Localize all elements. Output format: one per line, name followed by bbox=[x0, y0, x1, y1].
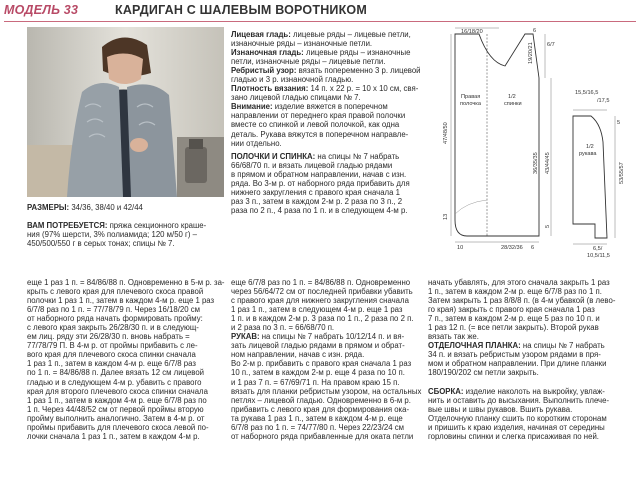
dim-bottom-left: 10 bbox=[457, 245, 464, 251]
sleeve-pattern-outline bbox=[573, 116, 607, 238]
col3-line bbox=[428, 378, 615, 387]
dim-sleeve-bottom-1: 6,5/ bbox=[593, 246, 603, 252]
col1-line: от наборного ряда начать формировать пройму: bbox=[27, 314, 203, 324]
dim-bottom-left-v: 13 bbox=[443, 213, 449, 220]
col3-line: 180/190/202 см петли закрыть. bbox=[428, 368, 539, 378]
col2-line: РУКАВ: на спицы № 7 набрать 10/12/14 п. и вя- bbox=[231, 332, 405, 342]
col2-line: с правого края для нижнего закругления сначала bbox=[231, 296, 409, 306]
col1-line: гладью и в следующем 4-м р. убавить с правого bbox=[27, 377, 202, 387]
col1-line: 77/78/79 П. В 4-м р. от проймы прибавить с ле- bbox=[27, 341, 198, 351]
dim-top-right: 6 bbox=[533, 28, 537, 34]
label-sleeve-2: рукава bbox=[579, 151, 597, 157]
col1-line: края для второго плечевого скоса спинки сначала bbox=[27, 386, 208, 396]
col2-line: 10 п., затем в каждом 2-м р. еще 4 раза по 10 п. bbox=[231, 368, 405, 378]
col1-line: с левого края закрыть 26/28/30 п. и в следующ- bbox=[27, 323, 199, 333]
col2-line: Во 2-м р. прибавить с правого края сначала 1 раз bbox=[231, 359, 412, 369]
dim-sleeve-side-top: 5 bbox=[617, 120, 621, 126]
col1-line: крыть с левого края для плечевого скоса правой bbox=[27, 287, 204, 297]
col3-line: горловины спинки и слегка присаживая по ней. bbox=[428, 431, 599, 441]
dim-right-lower: 36/35/35 bbox=[533, 152, 539, 174]
model-title: КАРДИГАН С ШАЛЕВЫМ ВОРОТНИКОМ bbox=[115, 3, 367, 17]
col2-line: вязать для планки ребристым узором, на остальных bbox=[231, 386, 422, 396]
model-photo bbox=[27, 27, 224, 197]
instructions-column-3 bbox=[428, 278, 615, 441]
col3-line: начать убавлять, для этого сначала закрыть 1 раз bbox=[428, 278, 610, 287]
polochki.lines-line: ряда. Во 3-м р. от наборного ряда прибавить для bbox=[231, 179, 410, 189]
dim-left-height: 47/48/50 bbox=[443, 122, 449, 144]
col3-line: и пришить к краю изделия, начиная от середины bbox=[428, 422, 605, 432]
sizes-line: РАЗМЕРЫ: 34/36, 38/40 и 42/44 bbox=[27, 203, 143, 212]
fronts-and-back-intro bbox=[231, 152, 410, 215]
col2-line: 1 раз 1 п., затем в следующем 4-м р. еще 1 раз bbox=[231, 305, 403, 315]
col3-line: СБОРКА: изделие наколоть на выкройку, увлаж- bbox=[428, 386, 605, 396]
instructions-column-2 bbox=[231, 278, 421, 441]
col3-line: Отделочную планку сшить по коротким сторонам bbox=[428, 413, 607, 423]
stitches.lines-line: Плотность вязания: 14 п. х 22 р. = 10 х 10 см, свя- bbox=[231, 84, 419, 94]
col1-line: пройму выполнить аналогично. Затем в 4-м р. от bbox=[27, 413, 205, 423]
instructions-column-1 bbox=[27, 278, 225, 441]
stitches.lines-line: зано лицевой гладью спицами № 7. bbox=[231, 93, 361, 103]
dim-sleeve-top-2: /17,5 bbox=[597, 98, 610, 104]
stitches.lines-line: Ребристый узор: вязать попеременно 3 р. лицевой bbox=[231, 66, 421, 76]
col2-line: петлях – лицевой гладью. Одновременно в 6-м р. bbox=[231, 395, 411, 405]
stitches.lines-line: направлении от переднего края правой полочки bbox=[231, 111, 406, 121]
col2-line: от наборного ряда прибавленные для оката петли bbox=[231, 431, 414, 441]
materials-block: ВАМ ПОТРЕБУЕТСЯ: пряжа секционного краше- ния (97% шерсти, 3% полиамида; 120 м/50 г) – 450/500/550 г в серых тонах; спицы № 7. bbox=[27, 221, 207, 249]
stitch-patterns-block bbox=[231, 30, 421, 148]
col1-line: по 1 п. = 84/86/88 п. Далее вязать 12 см лицевой bbox=[27, 368, 205, 378]
stitches.lines-line: Внимание: изделие вяжется в поперечном bbox=[231, 102, 388, 112]
col2-line: через 56/64/72 см от последней прибавки убавить bbox=[231, 287, 413, 297]
dim-top-width: 16/18/20 bbox=[461, 29, 483, 35]
polochki.lines-line: в прямом и обратном направлении, начав с изн. bbox=[231, 170, 407, 180]
dim-right-top: 6/7 bbox=[547, 42, 555, 48]
col1-line: 1 раз 1 п., затем в каждом 4-м р. еще 6/7/8 раз bbox=[27, 359, 196, 369]
stitches.lines-line: нии отдельно. bbox=[231, 138, 282, 148]
woman-cardigan-photo bbox=[27, 27, 224, 197]
model-number: МОДЕЛЬ 33 bbox=[4, 3, 79, 17]
col2-line: 1 п. и в каждом 2-м р. 3 раза по 1 п., 2 раза по 2 п. bbox=[231, 314, 414, 324]
col1-line: проймы прибавить для плечевого скоса левой по- bbox=[27, 422, 209, 432]
stitches.lines-line: Лицевая гладь: лицевые ряды – лицевые петли, bbox=[231, 30, 411, 39]
col1-line: 6/7/8 раз по 1 п. = 77/78/79 п. Через 16/18/20 см bbox=[27, 305, 200, 315]
label-back-2: спинки bbox=[504, 101, 522, 107]
col3-line: 1 п., затем в каждом 2-м р. еще 6/7/8 раз по 1 п. bbox=[428, 287, 602, 297]
pattern-diagram bbox=[427, 24, 639, 258]
label-right-front: Правая bbox=[461, 94, 481, 100]
col3-line: нить и оставить до высыхания. Выполнить плече- bbox=[428, 395, 610, 405]
col1-line: полочки 1 раз 1 п., затем в каждом 4-м р. еще 1 раз bbox=[27, 296, 215, 306]
col2-line: ном направлении, начав с изн. ряда. bbox=[231, 350, 365, 360]
stitches.lines-line: деталь. Рукава вяжутся в поперечном направле- bbox=[231, 129, 409, 139]
col2-line: и 2 раза по 3 п. = 66/68/70 п. bbox=[231, 323, 335, 333]
col2-line: зать лицевой гладью рядами в прямом и обрат- bbox=[231, 341, 405, 351]
polochki.lines-line: 66/68/70 п. и вязать лицевой гладью рядами bbox=[231, 161, 393, 171]
page-header bbox=[4, 3, 636, 22]
col3-line: ОТДЕЛОЧНАЯ ПЛАНКА: на спицы № 7 набрать bbox=[428, 341, 605, 351]
polochki.lines-line: раза по 2 п., 4 раза по 1 п. и в следующем 4-м р. bbox=[231, 206, 408, 216]
col2-line: и 1 раз 7 п. = 67/69/71 п. На правом краю 15 п. bbox=[231, 377, 400, 387]
col3-line: го края) закрыть с правого края сначала 1 раз bbox=[428, 305, 595, 315]
col2-line: прибавить с левого края для формирования ока- bbox=[231, 404, 410, 414]
col3-line: мом и обратном направлении. При длине планки bbox=[428, 359, 607, 369]
dim-sleeve-top: 15,5/16,5 bbox=[575, 90, 599, 96]
col3-line: Затем закрыть 1 раз 8/8/8 п. (в 4-м убавкой (в лево- bbox=[428, 296, 616, 306]
dim-bottom-right-v: 5 bbox=[545, 224, 551, 228]
dim-sleeve-side: 53/55/57 bbox=[619, 162, 625, 184]
dim-right-lower2: 43/44/45 bbox=[545, 152, 551, 174]
dim-right-mid: 19/20/21 bbox=[528, 42, 534, 64]
stitches.lines-line: Изнаночная гладь: лицевые ряды – изнаночные bbox=[231, 48, 411, 58]
col1-line: 1 раз 1 п., затем в каждом 4-м р. еще 6/7/8 раз по bbox=[27, 395, 207, 405]
col1-line: 1 п. Через 44/48/52 см от первой проймы вторую bbox=[27, 404, 204, 414]
col3-line: 34 п. и вязать ребристым узором рядами в пря- bbox=[428, 350, 601, 360]
polochki.lines-line: нижнего закругления с правого края сначала 1 bbox=[231, 188, 400, 198]
dim-bottom-mid: 28/32/36 bbox=[501, 245, 523, 251]
col3-line: вязать так же. bbox=[428, 332, 479, 342]
col1-line: еще 1 раз 1 п. = 84/86/88 п. Одновременно в 5-м р. за- bbox=[27, 278, 225, 287]
stitches.lines-line: вместе со спинкой и левой полочкой, как одна bbox=[231, 120, 400, 130]
col1-line: ем лиц. ряду эти 26/28/30 п. вновь набрать = bbox=[27, 332, 192, 342]
label-back: 1/2 bbox=[508, 94, 516, 100]
col3-line: вые швы и швы рукавов. Вшить рукава. bbox=[428, 404, 573, 414]
stitches.lines-line: изнаночные ряды – изнаночные петли. bbox=[231, 39, 373, 49]
col2-line: еще 6/7/8 раз по 1 п. = 84/86/88 п. Одновременно bbox=[231, 278, 411, 287]
col2-line: та рукава 1 раз 1 п., затем в каждом 4-м р. еще bbox=[231, 413, 403, 423]
polochki.lines-line: ПОЛОЧКИ И СПИНКА: на спицы № 7 набрать bbox=[231, 152, 400, 161]
col3-line: 1 раз 12 п. (= все петли закрыть). Второй рукав bbox=[428, 323, 599, 333]
dim-bottom-right: 6 bbox=[531, 245, 535, 251]
polochki.lines-line: раз 3 п., затем в каждом 2-м р. 2 раза по 3 п., 2 bbox=[231, 197, 403, 207]
stitches.lines-line: петли, изнаночные ряды – лицевые петли. bbox=[231, 57, 386, 67]
body-pattern-outline bbox=[455, 34, 539, 236]
stitches.lines-line: гладью и 3 р. изнаночной гладью. bbox=[231, 75, 354, 85]
label-sleeve: 1/2 bbox=[586, 144, 594, 150]
col1-line: лочки сначала 1 раз 1 п., затем в каждом 4-м р. bbox=[27, 431, 200, 441]
label-right-front-2: полочка bbox=[460, 101, 481, 107]
col3-line: 7 п., затем в каждом 2-м р. еще 5 раз по 10 п. и bbox=[428, 314, 600, 324]
col2-line: 6/7/8 раз по 1 п. = 74/77/80 п. Через 22/23/24 см bbox=[231, 422, 404, 432]
col1-line: вого края для плечевого скоса спинки сначала bbox=[27, 350, 196, 360]
dim-sleeve-bottom-2: 10,5/11,5 bbox=[587, 253, 610, 258]
